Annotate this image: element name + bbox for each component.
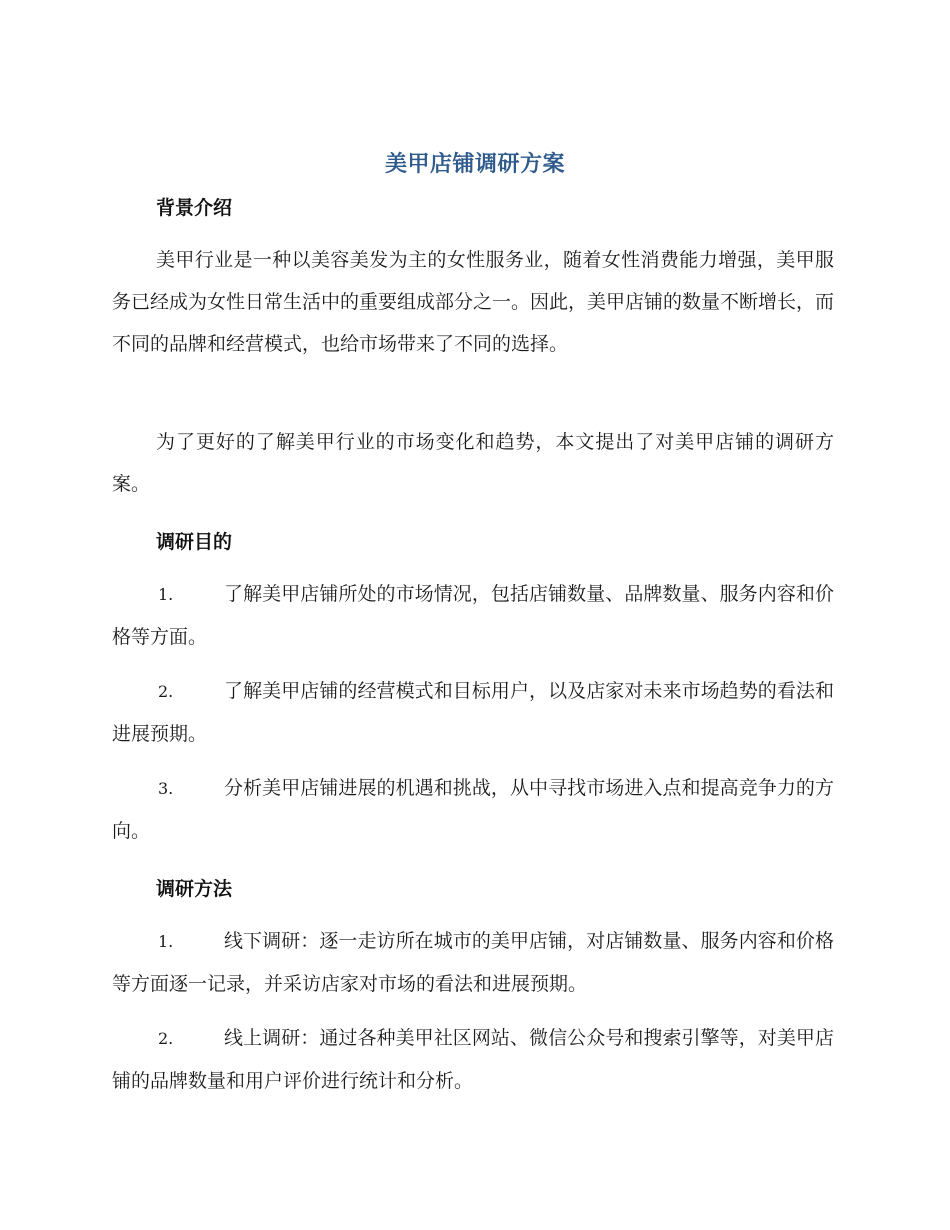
paragraph-background-1: 美甲行业是一种以美容美发为主的女性服务业，随着女性消费能力增强，美甲服务已经成为女性日常生活中的重要组成部分之一。因此，美甲店铺的数量不断增长，而不同的品牌和经营模式，也给市场带来了不同的选择。 — [112, 249, 835, 355]
list-item-method-2 — [112, 1017, 834, 1102]
list-item-purpose-2 — [112, 670, 834, 755]
heading-method: 调研方法 — [156, 878, 233, 900]
list-item-purpose-1 — [112, 573, 834, 658]
list-number: 1. — [158, 585, 174, 604]
list-item-purpose-3 — [112, 767, 834, 852]
heading-purpose: 调研目的 — [156, 531, 233, 553]
list-item-text: 分析美甲店铺进展的机遇和挑战，从中寻找市场进入点和提高竞争力的方向。 — [112, 777, 834, 842]
paragraph-background-2: 为了更好的了解美甲行业的市场变化和趋势，本文提出了对美甲店铺的调研方案。 — [112, 431, 834, 495]
list-item-text: 了解美甲店铺的经营模式和目标用户，以及店家对未来市场趋势的看法和进展预期。 — [112, 680, 834, 745]
list-item-text: 了解美甲店铺所处的市场情况，包括店铺数量、品牌数量、服务内容和价格等方面。 — [112, 583, 834, 648]
document-title: 美甲店铺调研方案 — [384, 152, 565, 177]
list-item-text: 线下调研：逐一走访所在城市的美甲店铺，对店铺数量、服务内容和价格等方面逐一记录，并采访店家对市场的看法和进展预期。 — [112, 930, 834, 995]
list-item-method-1 — [112, 920, 834, 1005]
heading-background: 背景介绍 — [156, 197, 233, 219]
list-item-text: 线上调研：通过各种美甲社区网站、微信公众号和搜索引擎等，对美甲店铺的品牌数量和用户评价进行统计和分析。 — [112, 1027, 834, 1092]
list-number: 1. — [158, 932, 174, 951]
list-number: 2. — [158, 1029, 174, 1048]
list-number: 2. — [158, 682, 174, 701]
list-number: 3. — [158, 779, 174, 798]
